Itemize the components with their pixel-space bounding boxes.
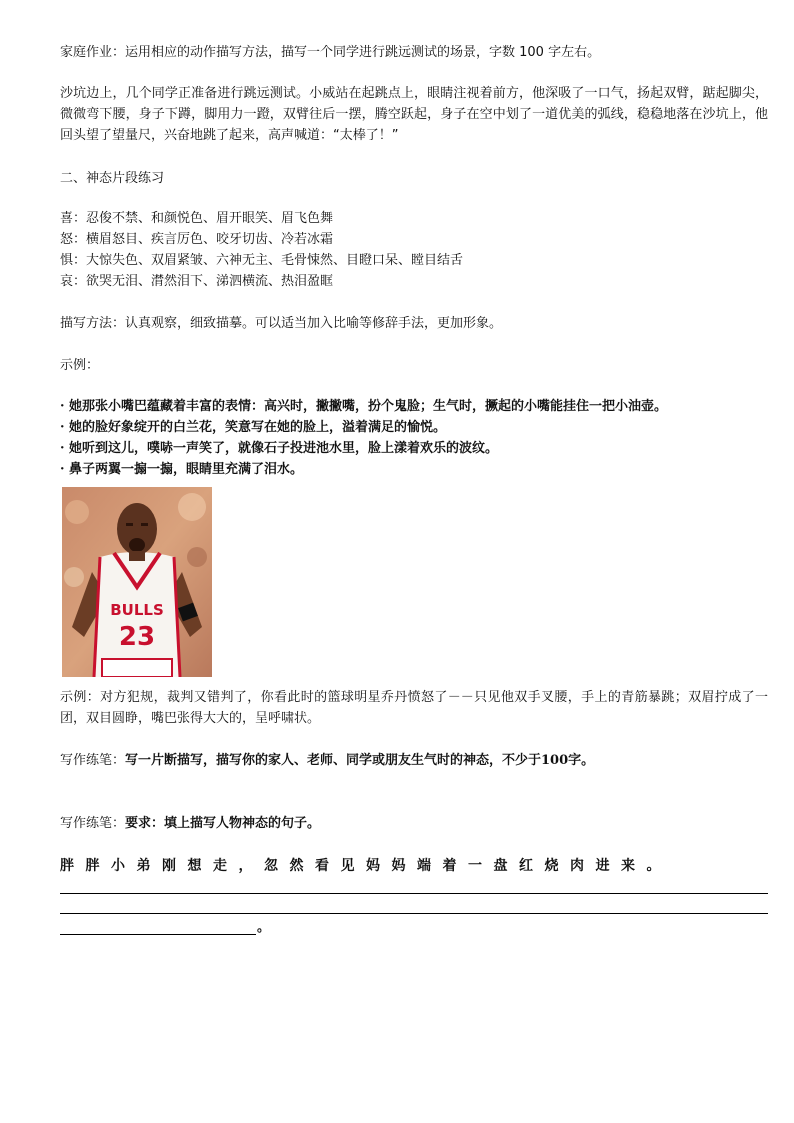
- example-label: 示例：: [60, 358, 100, 373]
- practice-2: [60, 815, 320, 833]
- example-line-3: · 她听到这儿，噗哧一声笑了，就像石子投进池水里，脸上漾着欢乐的波纹。: [60, 441, 499, 456]
- answer-line-1[interactable]: [60, 893, 768, 894]
- example-line-2: · 她的脸好象绽开的白兰花，笑意写在她的脸上，溢着满足的愉悦。: [60, 420, 447, 435]
- emotion-fear: 惧：大惊失色、双眉紧皱、六神无主、毛骨悚然、目瞪口呆、瞠目结舌: [60, 253, 464, 268]
- answer-line-3[interactable]: [60, 934, 256, 935]
- jordan-example-paragraph: 示例：对方犯规，裁判又错判了，你看此时的篮球明星乔丹愤怒了－－只见他双手叉腰，手上的青筋暴跳；双眉拧成了一团，双目圆睁，嘴巴张得大大的，呈呼啸状。: [60, 690, 768, 726]
- jersey-team-text: BULLS: [110, 601, 164, 619]
- emotion-anger: 怒：横眉怒目、疾言厉色、咬牙切齿、冷若冰霜: [60, 232, 334, 247]
- emotion-sorrow: 哀：欲哭无泪、潸然泪下、涕泗横流、热泪盈眶: [60, 274, 334, 289]
- basketball-player-photo: [62, 487, 212, 677]
- passage-paragraph: 沙坑边上，几个同学正准备进行跳远测试。小威站在起跳点上，眼睛注视着前方，他深吸了一口气，扬起双臂，踮起脚尖，微微弯下腰，身子下蹲，脚用力一蹬，双臂往后一摆，腾空跃起，身子在空中划了一道优美的弧线，稳稳地落在沙坑上，他回头望了望量尺，兴奋地跳了起来，高声喊道：“太棒了！”: [60, 86, 768, 143]
- fill-in-sentence: 胖胖小弟刚想走，忽然看见妈妈端着一盘红烧肉进来。: [60, 858, 672, 874]
- answer-line-2[interactable]: [60, 913, 768, 914]
- practice-2-prefix: 写作练笔：: [60, 816, 126, 831]
- emotion-joy: 喜：忍俊不禁、和颜悦色、眉开眼笑、眉飞色舞: [60, 211, 334, 226]
- section-title: 二、神态片段练习: [60, 171, 165, 186]
- homework-text: 家庭作业：运用相应的动作描写方法，描写一个同学进行跳远测试的场景，字数 100 字左右。: [60, 45, 601, 60]
- jersey-number-text: 23: [118, 622, 156, 652]
- example-line-1: · 她那张小嘴巴蕴藏着丰富的表情：高兴时，撇撇嘴，扮个鬼脸；生气时，撅起的小嘴能挂住一把小油壶。: [60, 399, 668, 414]
- end-period: 。: [257, 920, 271, 935]
- practice-1-prefix: 写作练笔：: [60, 753, 126, 768]
- practice-1-text: 写一片断描写，描写你的家人、老师、同学或朋友生气时的神态，不少于100字。: [125, 753, 595, 768]
- method-text: 描写方法：认真观察，细致描摹。可以适当加入比喻等修辞手法，更加形象。: [60, 316, 503, 331]
- practice-1: [60, 752, 594, 770]
- practice-2-text: 要求：填上描写人物神态的句子。: [125, 816, 321, 831]
- example-line-4: · 鼻子两翼一搧一搧，眼睛里充满了泪水。: [60, 462, 304, 477]
